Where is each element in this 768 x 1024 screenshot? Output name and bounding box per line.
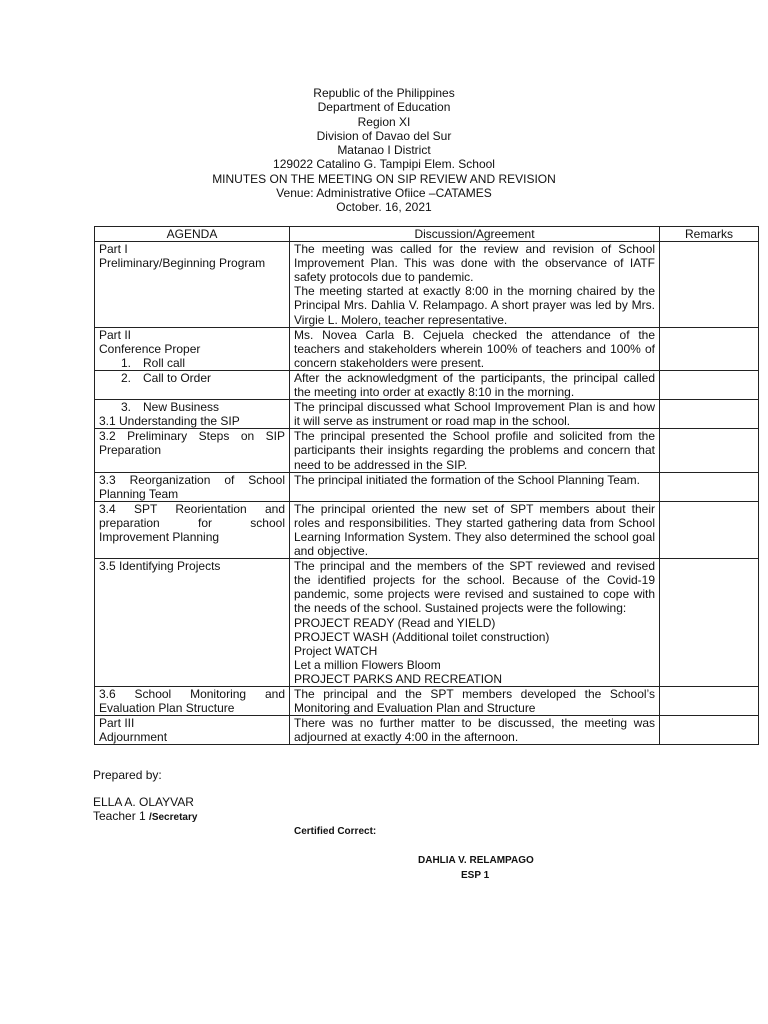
discussion-cell	[290, 242, 660, 328]
column-header-agenda: AGENDA	[95, 227, 290, 242]
agenda-cell	[95, 400, 290, 429]
agenda-item-label: Call to Order	[143, 370, 212, 385]
discussion-text: The meeting was called for the review and revision of School Improvement Plan. This was done with the observance of IATF safety protocols due to pandemic.	[294, 242, 655, 285]
agenda-numbered-item	[99, 371, 285, 385]
remarks-cell	[660, 400, 759, 429]
table-row	[95, 687, 759, 716]
agenda-part-label: Part II	[99, 327, 132, 342]
agenda-cell: 3.4 SPT Reorientation and preparation for school Improvement Planning	[95, 501, 290, 558]
table-row	[95, 429, 759, 472]
column-header-discussion: Discussion/Agreement	[290, 227, 660, 242]
principal-name: DAHLIA V. RELAMPAGO	[418, 855, 534, 866]
remarks-cell	[660, 327, 759, 370]
agenda-item-number: 1.	[121, 355, 132, 370]
header-line-republic: Republic of the Philippines	[313, 86, 455, 100]
discussion-cell: The principal and the SPT members developed the School’s Monitoring and Evaluation Plan and Structure	[290, 687, 660, 716]
agenda-cell	[95, 242, 290, 328]
remarks-cell	[660, 687, 759, 716]
agenda-cell	[95, 327, 290, 370]
discussion-cell	[290, 559, 660, 687]
principal-title: ESP 1	[461, 870, 490, 881]
agenda-item-label: Adjournment	[99, 730, 168, 745]
table-row	[95, 559, 759, 687]
secretary-title: Teacher 1	[93, 809, 150, 823]
discussion-cell: The principal discussed what School Improvement Plan is and how it will serve as instrument or road map in the school.	[290, 400, 660, 429]
discussion-cell: The principal initiated the formation of the School Planning Team.	[290, 472, 660, 501]
project-item: PROJECT WASH (Additional toilet construction)	[294, 629, 550, 644]
agenda-item-number: 3.	[121, 400, 132, 415]
column-header-remarks: Remarks	[660, 227, 759, 242]
project-item: PROJECT READY (Read and YIELD)	[294, 615, 496, 630]
secretary-title-line	[93, 809, 197, 825]
agenda-item-label: Preliminary/Beginning Program	[99, 256, 266, 271]
table-row	[95, 501, 759, 558]
agenda-cell: 3.2 Preliminary Steps on SIP Preparation	[95, 429, 290, 472]
document-header	[0, 86, 768, 215]
agenda-item-number: 2.	[121, 370, 132, 385]
agenda-item-label: New Business	[143, 400, 220, 415]
certified-correct-label: Certified Correct:	[294, 826, 377, 837]
project-item: Project WATCH	[294, 643, 378, 658]
remarks-cell	[660, 716, 759, 745]
agenda-cell	[95, 716, 290, 745]
agenda-item-label: Roll call	[143, 355, 186, 370]
remarks-cell	[660, 559, 759, 687]
agenda-cell	[95, 370, 290, 399]
discussion-cell: Ms. Novea Carla B. Cejuela checked the attendance of the teachers and stakeholders wherein 100% of teachers and 100% of concern stakeholders were present.	[290, 327, 660, 370]
agenda-part-label: Part III	[99, 716, 135, 731]
table-row	[95, 370, 759, 399]
secretary-role: /Secretary	[149, 812, 198, 823]
remarks-cell	[660, 501, 759, 558]
project-item: Let a million Flowers Bloom	[294, 657, 441, 672]
agenda-item-label: Conference Proper	[99, 341, 201, 356]
agenda-numbered-item	[99, 400, 285, 414]
header-line-district: Matanao I District	[337, 143, 431, 158]
remarks-cell	[660, 472, 759, 501]
agenda-cell: 3.6 School Monitoring and Evaluation Plan Structure	[95, 687, 290, 716]
header-line-department: Department of Education	[317, 100, 451, 115]
agenda-cell: 3.3 Reorganization of School Planning Team	[95, 472, 290, 501]
remarks-cell	[660, 242, 759, 328]
discussion-text: The meeting started at exactly 8:00 in the morning chaired by the Principal Mrs. Dahlia V. Relampago. A short prayer was led by Mrs. Virgie L. Molero, teacher representative.	[294, 284, 655, 327]
discussion-cell: The principal presented the School profile and solicited from the participants their insights regarding the problems and concern that need to be addressed in the SIP.	[290, 429, 660, 472]
agenda-part-label: Part I	[99, 242, 128, 257]
discussion-cell: After the acknowledgment of the participants, the principal called the meeting into order at exactly 8:10 in the morning.	[290, 370, 660, 399]
table-row	[95, 327, 759, 370]
header-line-division: Division of Davao del Sur	[316, 128, 452, 143]
agenda-item-label: 3.1 Understanding the SIP	[99, 414, 240, 429]
header-line-venue: Venue: Administrative Ofiice –CATAMES	[276, 186, 492, 201]
discussion-text: The principal and the members of the SPT reviewed and revised the identified projects for the school. Because of the Covid-19 pandemic, some projects were revised and sustained to cope with the needs of the school. Sustained projects were the following:	[294, 559, 655, 616]
discussion-cell: The principal oriented the new set of SPT members about their roles and responsibilities. They started gathering data from School Learning Information System. They also determined the school goal and objective.	[290, 501, 660, 558]
table-row	[95, 472, 759, 501]
table-row	[95, 716, 759, 745]
project-item: PROJECT PARKS AND RECREATION	[294, 671, 503, 686]
table-row	[95, 242, 759, 328]
header-line-school: 129022 Catalino G. Tampipi Elem. School	[273, 157, 495, 172]
discussion-cell: There was no further matter to be discussed, the meeting was adjourned at exactly 4:00 in the afternoon.	[290, 716, 660, 745]
secretary-name: ELLA A. OLAYVAR	[93, 795, 194, 809]
table-row	[95, 400, 759, 429]
document-title: MINUTES ON THE MEETING ON SIP REVIEW AND REVISION	[212, 171, 556, 186]
agenda-numbered-item	[99, 356, 285, 370]
remarks-cell	[660, 429, 759, 472]
prepared-by-label: Prepared by:	[93, 768, 162, 782]
header-line-region: Region XI	[357, 114, 411, 129]
agenda-cell: 3.5 Identifying Projects	[95, 559, 290, 687]
remarks-cell	[660, 370, 759, 399]
minutes-table	[94, 226, 759, 745]
secretary-signature-block	[93, 795, 197, 825]
table-header-row	[95, 227, 759, 242]
header-line-date: October. 16, 2021	[336, 200, 432, 215]
